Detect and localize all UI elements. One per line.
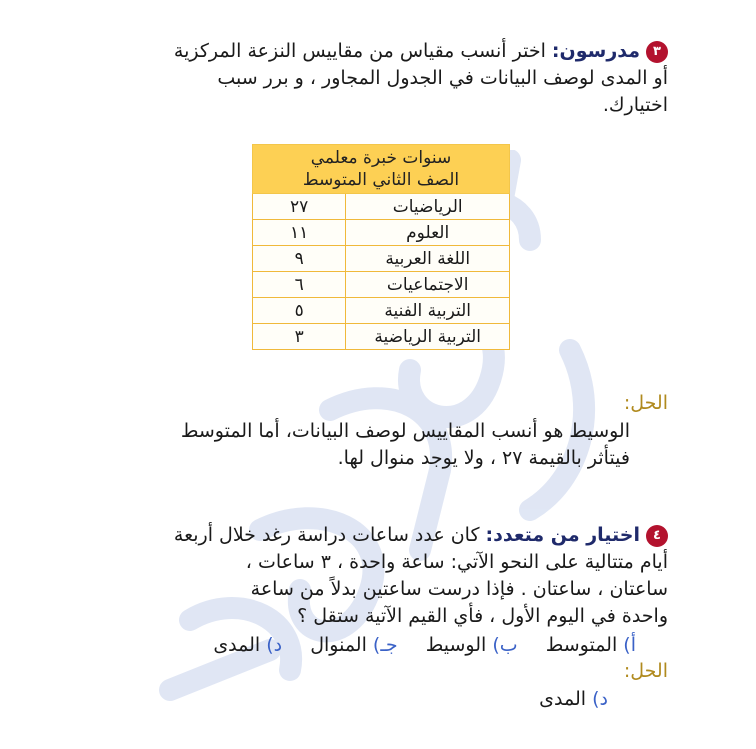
question-4-heading: اختيار من متعدد: [485,524,640,546]
subject-cell: العلوم [346,220,510,246]
value-cell: ١١ [253,220,346,246]
option-c-letter: جـ) [372,634,398,656]
subject-cell: الاجتماعيات [346,272,510,298]
question-3-number-badge: ٣ [646,41,668,63]
question-4-line-2: أيام متتالية على النحو الآتي: ساعة واحدة ، ٣ ساعات ، [245,551,668,573]
option-c[interactable] [310,634,397,656]
question-3-line-3: اختيارك. [602,94,668,116]
solution-2-label: الحل: [623,660,668,682]
solution-1-line-2: فيتأثر بالقيمة ٢٧ ، ولا يوجد منوال لها. [337,447,630,469]
table-row [253,298,510,324]
solution-1-line-1: الوسيط هو أنسب المقاييس لوصف البيانات، أما المتوسط [180,420,630,442]
option-a[interactable] [546,634,636,656]
value-cell: ٥ [253,298,346,324]
question-3 [108,38,668,119]
answer-options [191,632,636,659]
option-b-letter: ب) [492,634,518,656]
question-4 [98,522,668,630]
subject-cell: اللغة العربية [346,246,510,272]
question-4-line-1 [98,522,668,549]
option-d-letter: د) [266,634,283,656]
table-header-line-2: الصف الثاني المتوسط [302,170,460,190]
option-a-text: المتوسط [545,634,618,656]
experience-table [252,144,510,350]
table-row [253,194,510,220]
question-3-text-1: اختر أنسب مقياس من مقاييس النزعة المركزية [173,40,546,62]
table-header-line-1: سنوات خبرة معلمي [310,148,452,168]
question-4-text-1: كان عدد ساعات دراسة رغد خلال أربعة [173,524,480,546]
option-d[interactable] [213,634,282,656]
table-row [253,220,510,246]
value-cell: ٢٧ [253,194,346,220]
question-4-number-badge: ٤ [646,525,668,547]
value-cell: ٣ [253,324,346,350]
solution-1-label: الحل: [623,392,668,414]
option-a-letter: أ) [623,634,636,656]
table-row [253,246,510,272]
question-3-line-2: أو المدى لوصف البيانات في الجدول المجاور ، و برر سبب [217,67,668,89]
option-b[interactable] [426,634,518,656]
solution-2-answer [539,686,608,713]
solution-2-text: المدى [539,688,587,710]
solution-2-letter: د) [592,688,608,710]
solution-1-text [70,418,630,472]
table-row [253,272,510,298]
subject-cell: الرياضيات [346,194,510,220]
option-b-text: الوسيط [425,634,487,656]
table-header [253,145,510,194]
table-row [253,324,510,350]
value-cell: ٦ [253,272,346,298]
option-c-text: المنوال [310,634,367,656]
question-4-line-4: واحدة في اليوم الأول ، فأي القيم الآتية ستقل ؟ [297,605,668,627]
question-4-line-3: ساعتان ، ساعتان . فإذا درست ساعتين بدلاً من ساعة [250,578,668,600]
question-3-line-1 [108,38,668,65]
value-cell: ٩ [253,246,346,272]
question-3-heading: مدرسون: [551,40,640,62]
option-d-text: المدى [213,634,261,656]
subject-cell: التربية الرياضية [346,324,510,350]
subject-cell: التربية الفنية [346,298,510,324]
